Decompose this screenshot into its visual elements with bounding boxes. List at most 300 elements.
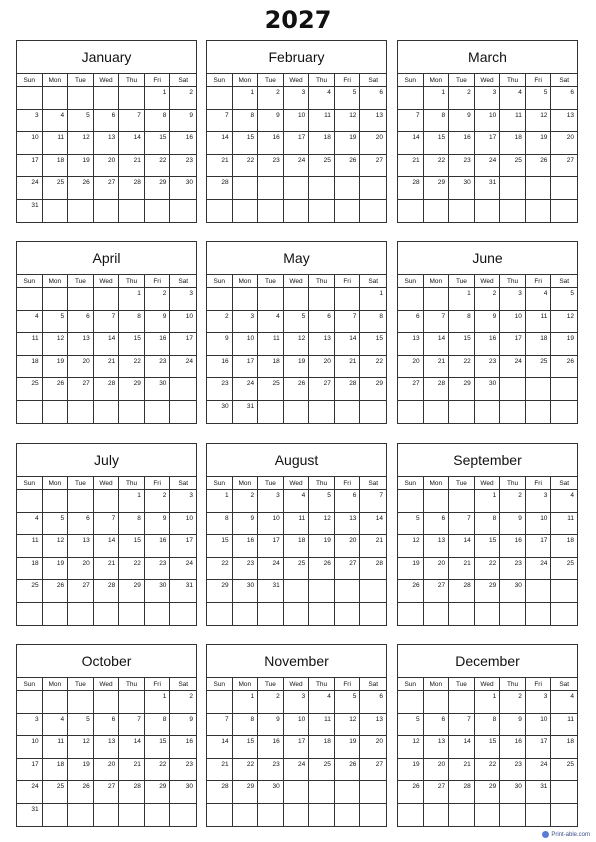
day-cell <box>94 199 120 222</box>
day-cell <box>309 176 335 199</box>
day-cell: 29 <box>207 579 233 602</box>
day-cell: 9 <box>500 713 526 736</box>
day-cell: 2 <box>500 489 526 512</box>
day-cell: 12 <box>43 534 69 557</box>
weekday-header: Fri <box>335 73 361 86</box>
weekday-header: Mon <box>43 476 69 489</box>
weekday-header: Tue <box>68 274 94 287</box>
day-cell: 4 <box>43 109 69 132</box>
weekday-header: Sun <box>17 476 43 489</box>
day-cell: 16 <box>233 534 259 557</box>
day-cell: 27 <box>68 579 94 602</box>
day-cell <box>551 377 577 400</box>
day-cell: 13 <box>94 735 120 758</box>
day-cell: 22 <box>119 355 145 378</box>
day-cell: 25 <box>500 154 526 177</box>
day-cell <box>284 176 310 199</box>
day-cell <box>145 602 171 625</box>
day-cell: 24 <box>526 758 552 781</box>
day-cell <box>43 287 69 310</box>
day-cell: 9 <box>207 332 233 355</box>
weekday-header: Sat <box>170 677 196 690</box>
day-cell: 27 <box>68 377 94 400</box>
day-cell <box>119 400 145 423</box>
day-cell: 26 <box>551 355 577 378</box>
day-cell: 28 <box>335 377 361 400</box>
day-cell <box>551 803 577 826</box>
day-cell: 9 <box>258 713 284 736</box>
day-cell <box>526 803 552 826</box>
day-cell: 29 <box>119 377 145 400</box>
day-cell <box>284 602 310 625</box>
day-cell <box>526 579 552 602</box>
day-cell: 22 <box>233 758 259 781</box>
day-cell <box>170 199 196 222</box>
day-cell: 21 <box>424 355 450 378</box>
day-cell: 23 <box>500 758 526 781</box>
day-cell: 10 <box>17 131 43 154</box>
day-cell: 4 <box>17 310 43 333</box>
day-cell: 6 <box>360 690 386 713</box>
day-cell: 29 <box>145 780 171 803</box>
day-cell: 23 <box>258 758 284 781</box>
day-cell: 31 <box>233 400 259 423</box>
day-cell <box>449 690 475 713</box>
day-cell: 20 <box>335 534 361 557</box>
day-cell <box>43 489 69 512</box>
day-cell: 24 <box>17 176 43 199</box>
day-cell <box>17 400 43 423</box>
day-cell: 6 <box>94 713 120 736</box>
weekday-header: Wed <box>475 677 501 690</box>
day-cell <box>284 199 310 222</box>
day-cell <box>284 287 310 310</box>
day-cell: 27 <box>551 154 577 177</box>
day-cell: 19 <box>398 557 424 580</box>
day-cell: 26 <box>68 780 94 803</box>
day-cell: 27 <box>94 176 120 199</box>
day-cell: 13 <box>360 109 386 132</box>
day-cell: 22 <box>145 758 171 781</box>
day-cell: 4 <box>551 690 577 713</box>
day-cell: 30 <box>500 780 526 803</box>
day-cell: 1 <box>360 287 386 310</box>
day-cell: 18 <box>17 355 43 378</box>
weekday-header: Mon <box>424 73 450 86</box>
day-cell <box>17 489 43 512</box>
weekday-header: Wed <box>94 73 120 86</box>
day-cell: 26 <box>335 758 361 781</box>
day-cell <box>551 602 577 625</box>
day-cell: 17 <box>284 131 310 154</box>
day-cell <box>284 579 310 602</box>
weekday-header: Tue <box>449 73 475 86</box>
weekday-header: Wed <box>475 476 501 489</box>
day-cell: 19 <box>43 557 69 580</box>
weekday-header: Sun <box>17 677 43 690</box>
day-cell: 2 <box>233 489 259 512</box>
day-cell: 5 <box>43 512 69 535</box>
day-cell <box>449 199 475 222</box>
day-cell: 4 <box>309 86 335 109</box>
day-cell <box>145 400 171 423</box>
day-cell: 4 <box>500 86 526 109</box>
day-cell: 26 <box>398 579 424 602</box>
day-cell <box>551 400 577 423</box>
day-cell: 6 <box>68 512 94 535</box>
day-cell: 27 <box>335 557 361 580</box>
day-cell: 3 <box>233 310 259 333</box>
month-name: June <box>472 250 503 266</box>
day-cell: 8 <box>475 713 501 736</box>
day-cell: 7 <box>335 310 361 333</box>
day-cell: 17 <box>170 534 196 557</box>
day-cell: 9 <box>170 109 196 132</box>
weekday-header: Sat <box>551 274 577 287</box>
day-cell: 14 <box>207 735 233 758</box>
day-cell: 19 <box>68 758 94 781</box>
day-cell <box>309 602 335 625</box>
day-cell <box>309 803 335 826</box>
day-cell: 6 <box>309 310 335 333</box>
day-cell <box>424 602 450 625</box>
day-cell <box>398 86 424 109</box>
day-cell: 18 <box>309 131 335 154</box>
weekday-header: Fri <box>526 476 552 489</box>
day-cell: 5 <box>284 310 310 333</box>
day-cell <box>449 489 475 512</box>
day-cell: 23 <box>145 355 171 378</box>
day-cell: 8 <box>119 512 145 535</box>
day-cell: 22 <box>475 557 501 580</box>
day-cell <box>43 690 69 713</box>
weekday-header: Fri <box>145 476 171 489</box>
weekday-header: Tue <box>258 476 284 489</box>
weekday-header: Tue <box>258 73 284 86</box>
day-cell: 20 <box>424 557 450 580</box>
day-cell: 29 <box>119 579 145 602</box>
weekday-header: Fri <box>335 274 361 287</box>
day-cell <box>526 400 552 423</box>
weekday-header: Thu <box>119 274 145 287</box>
weekday-header: Mon <box>43 274 69 287</box>
day-cell <box>309 579 335 602</box>
day-cell <box>398 602 424 625</box>
day-cell <box>43 400 69 423</box>
day-cell: 10 <box>475 109 501 132</box>
weekday-header: Sat <box>170 274 196 287</box>
day-cell: 12 <box>68 735 94 758</box>
day-cell: 8 <box>233 109 259 132</box>
day-cell: 19 <box>335 735 361 758</box>
day-cell: 23 <box>207 377 233 400</box>
day-cell: 15 <box>449 332 475 355</box>
day-cell: 24 <box>500 355 526 378</box>
day-cell: 19 <box>551 332 577 355</box>
day-cell: 3 <box>17 109 43 132</box>
weekday-header: Sat <box>170 476 196 489</box>
weekday-header: Sun <box>398 476 424 489</box>
weekday-header: Fri <box>335 476 361 489</box>
day-cell: 15 <box>233 131 259 154</box>
day-cell: 8 <box>360 310 386 333</box>
day-cell: 15 <box>145 735 171 758</box>
weekday-header: Fri <box>526 274 552 287</box>
day-cell: 30 <box>258 780 284 803</box>
day-cell: 14 <box>424 332 450 355</box>
day-cell: 6 <box>94 109 120 132</box>
weekday-header: Fri <box>145 274 171 287</box>
day-cell: 23 <box>500 557 526 580</box>
day-cell: 22 <box>475 758 501 781</box>
day-cell: 11 <box>258 332 284 355</box>
weekday-header: Thu <box>309 677 335 690</box>
weekday-header: Sun <box>398 677 424 690</box>
day-cell <box>449 400 475 423</box>
day-cell <box>233 199 259 222</box>
day-cell: 27 <box>360 758 386 781</box>
day-cell: 9 <box>258 109 284 132</box>
day-cell: 28 <box>94 579 120 602</box>
weekday-header: Tue <box>449 274 475 287</box>
day-cell <box>551 579 577 602</box>
day-cell: 14 <box>449 735 475 758</box>
day-cell: 21 <box>94 557 120 580</box>
day-cell: 7 <box>119 713 145 736</box>
day-cell: 12 <box>551 310 577 333</box>
day-cell <box>94 602 120 625</box>
day-cell: 5 <box>335 690 361 713</box>
weekday-header: Thu <box>119 73 145 86</box>
day-cell <box>309 780 335 803</box>
day-cell: 13 <box>68 332 94 355</box>
weekday-header: Tue <box>68 73 94 86</box>
day-cell: 23 <box>170 758 196 781</box>
weekday-header: Tue <box>68 677 94 690</box>
weekday-header: Tue <box>258 274 284 287</box>
day-cell: 5 <box>398 512 424 535</box>
weekday-header: Thu <box>309 476 335 489</box>
day-cell: 13 <box>68 534 94 557</box>
day-cell: 18 <box>500 131 526 154</box>
weekday-header: Sun <box>17 274 43 287</box>
day-cell <box>119 690 145 713</box>
day-cell: 2 <box>207 310 233 333</box>
day-cell: 1 <box>233 690 259 713</box>
month-june <box>397 241 578 424</box>
day-cell: 19 <box>284 355 310 378</box>
day-cell: 10 <box>284 713 310 736</box>
day-cell: 13 <box>551 109 577 132</box>
day-cell: 23 <box>233 557 259 580</box>
day-cell <box>68 199 94 222</box>
day-cell: 24 <box>233 377 259 400</box>
weekday-header: Mon <box>233 476 259 489</box>
day-cell: 1 <box>119 287 145 310</box>
day-cell <box>335 780 361 803</box>
day-cell: 7 <box>119 109 145 132</box>
day-cell <box>335 287 361 310</box>
day-cell <box>360 176 386 199</box>
day-cell: 3 <box>284 86 310 109</box>
day-cell: 21 <box>207 758 233 781</box>
day-cell: 30 <box>500 579 526 602</box>
day-cell: 3 <box>526 489 552 512</box>
day-cell <box>424 690 450 713</box>
day-cell: 11 <box>284 512 310 535</box>
day-cell: 3 <box>170 489 196 512</box>
weekday-header: Sat <box>360 677 386 690</box>
day-cell: 23 <box>475 355 501 378</box>
day-cell: 19 <box>68 154 94 177</box>
day-cell <box>360 199 386 222</box>
day-cell: 21 <box>119 154 145 177</box>
day-cell: 4 <box>17 512 43 535</box>
day-cell: 25 <box>551 758 577 781</box>
day-cell <box>258 602 284 625</box>
day-cell <box>17 602 43 625</box>
day-cell: 25 <box>551 557 577 580</box>
day-cell: 1 <box>145 86 171 109</box>
day-cell: 8 <box>424 109 450 132</box>
day-cell: 4 <box>526 287 552 310</box>
day-cell <box>475 803 501 826</box>
day-cell <box>500 176 526 199</box>
day-cell: 5 <box>309 489 335 512</box>
month-name: April <box>92 250 121 266</box>
day-cell: 3 <box>526 690 552 713</box>
day-cell <box>551 176 577 199</box>
day-cell: 20 <box>360 735 386 758</box>
day-cell <box>449 803 475 826</box>
weekday-header: Mon <box>233 73 259 86</box>
weekday-header: Thu <box>309 73 335 86</box>
weekday-header: Wed <box>475 73 501 86</box>
weekday-header: Thu <box>119 677 145 690</box>
day-cell: 10 <box>284 109 310 132</box>
day-cell <box>94 287 120 310</box>
day-cell: 22 <box>360 355 386 378</box>
day-cell: 2 <box>170 690 196 713</box>
day-cell <box>398 690 424 713</box>
month-name: March <box>468 49 507 65</box>
day-cell: 9 <box>500 512 526 535</box>
day-cell: 15 <box>424 131 450 154</box>
day-cell: 24 <box>526 557 552 580</box>
day-cell: 9 <box>233 512 259 535</box>
day-cell: 2 <box>500 690 526 713</box>
month-name: September <box>453 452 522 468</box>
day-cell: 18 <box>284 534 310 557</box>
weekday-header: Wed <box>284 274 310 287</box>
day-cell: 10 <box>258 512 284 535</box>
day-cell: 18 <box>551 735 577 758</box>
day-cell: 18 <box>309 735 335 758</box>
day-cell <box>258 803 284 826</box>
day-cell: 17 <box>526 534 552 557</box>
day-cell: 2 <box>475 287 501 310</box>
day-cell <box>170 400 196 423</box>
day-cell: 10 <box>170 512 196 535</box>
weekday-header: Sat <box>551 677 577 690</box>
day-cell: 20 <box>68 557 94 580</box>
weekday-header: Wed <box>284 73 310 86</box>
day-cell: 5 <box>551 287 577 310</box>
day-cell: 26 <box>43 377 69 400</box>
weekday-header: Wed <box>284 677 310 690</box>
day-cell: 29 <box>360 377 386 400</box>
day-cell: 10 <box>17 735 43 758</box>
day-cell <box>360 803 386 826</box>
day-cell: 27 <box>398 377 424 400</box>
day-cell: 17 <box>170 332 196 355</box>
day-cell: 14 <box>94 534 120 557</box>
day-cell <box>43 602 69 625</box>
day-cell: 16 <box>145 534 171 557</box>
day-cell: 8 <box>145 109 171 132</box>
day-cell <box>335 176 361 199</box>
day-cell <box>258 400 284 423</box>
day-cell: 20 <box>398 355 424 378</box>
day-cell <box>94 86 120 109</box>
day-cell: 28 <box>119 176 145 199</box>
day-cell <box>398 199 424 222</box>
day-cell: 11 <box>17 332 43 355</box>
day-cell: 12 <box>335 109 361 132</box>
day-cell: 28 <box>207 176 233 199</box>
day-cell: 2 <box>170 86 196 109</box>
day-cell: 13 <box>335 512 361 535</box>
day-cell <box>526 176 552 199</box>
day-cell <box>500 602 526 625</box>
day-cell: 28 <box>360 557 386 580</box>
day-cell: 8 <box>119 310 145 333</box>
day-cell: 25 <box>526 355 552 378</box>
day-cell: 17 <box>284 735 310 758</box>
day-cell <box>551 780 577 803</box>
day-cell: 23 <box>258 154 284 177</box>
weekday-header: Tue <box>449 677 475 690</box>
day-cell <box>233 602 259 625</box>
day-cell: 19 <box>526 131 552 154</box>
weekday-header: Sun <box>207 476 233 489</box>
day-cell: 5 <box>398 713 424 736</box>
day-cell: 27 <box>309 377 335 400</box>
day-cell: 14 <box>119 131 145 154</box>
weekday-header: Fri <box>526 73 552 86</box>
day-cell: 13 <box>424 534 450 557</box>
day-cell: 6 <box>360 86 386 109</box>
day-cell: 12 <box>398 735 424 758</box>
day-cell: 7 <box>398 109 424 132</box>
day-cell: 10 <box>500 310 526 333</box>
weekday-header: Sun <box>398 73 424 86</box>
day-cell: 16 <box>145 332 171 355</box>
weekday-header: Thu <box>309 274 335 287</box>
day-cell: 22 <box>449 355 475 378</box>
day-cell: 16 <box>449 131 475 154</box>
day-cell: 13 <box>309 332 335 355</box>
day-cell: 28 <box>424 377 450 400</box>
month-name: July <box>94 452 119 468</box>
day-cell: 7 <box>207 713 233 736</box>
day-cell: 23 <box>449 154 475 177</box>
day-cell: 12 <box>335 713 361 736</box>
day-cell: 14 <box>94 332 120 355</box>
day-cell: 1 <box>145 690 171 713</box>
day-cell <box>449 602 475 625</box>
day-cell: 20 <box>68 355 94 378</box>
